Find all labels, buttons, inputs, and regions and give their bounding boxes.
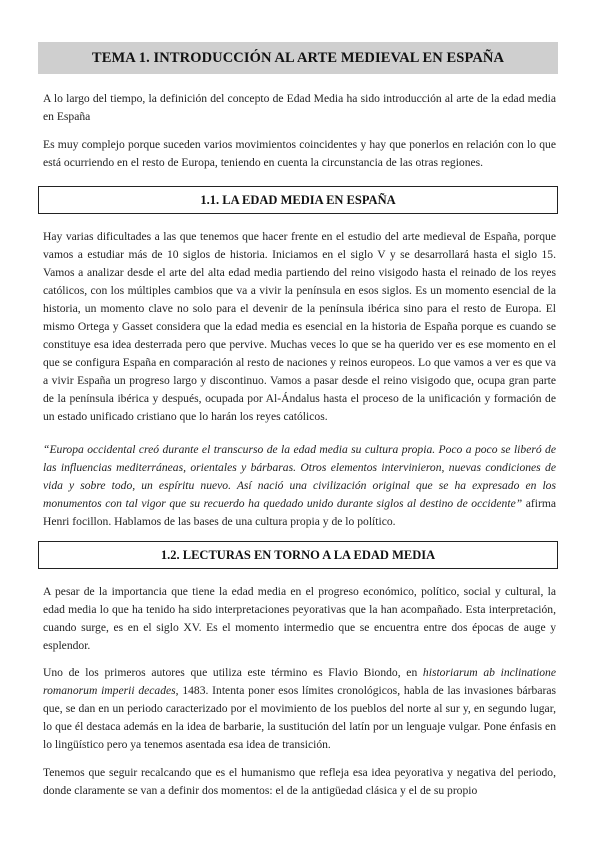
- section-1-1-quote-paragraph: [43, 441, 556, 531]
- paragraph-2-start: Uno de los primeros autores que utiliza este término es Flavio Biondo, en: [43, 666, 423, 679]
- quote-attribution: afirma Henri focillon. Hablamos de las bases de una cultura propia y de lo político.: [43, 497, 557, 528]
- intro-paragraph-1: A lo largo del tiempo, la definición del concepto de Edad Media ha sido introducción al arte de la edad media en España: [43, 92, 556, 123]
- section-heading-1-1: 1.1. LA EDAD MEDIA EN ESPAÑA: [38, 186, 558, 214]
- paragraph-2-rest: , 1483. Intenta poner esos límites cronológicos, habla de las invasiones bárbaras que, se dan en un periodo caracterizado por el movimiento de los pueblos del norte al sur y, en segundo lugar, lo que él destaca además en la idea de barbarie, la sustitución del latín por un lenguaje vulgar. Pone énfasis en lo lingüístico pero ya tenemos asentada esa idea de transición.: [43, 684, 557, 751]
- section-1-2-paragraph-1: A pesar de la importancia que tiene la edad media en el progreso económico, político, social y cultural, la edad media lo que ha tenido ha sido interpretaciones peyorativas que la han acompañado. Esta interpretación, cuando surge, es en el siglo XV. Es el momento intermedio que se encuentra entre dos épocas de auge y esplendor.: [43, 585, 556, 652]
- section-1-2-paragraph-3: Tenemos que seguir recalcando que es el humanismo que refleja esa idea peyorativa y negativa del periodo, donde claramente se van a definir dos momentos: el de la antigüedad clásica y el de su propio: [43, 766, 556, 797]
- intro-paragraph-2: Es muy complejo porque suceden varios movimientos coincidentes y hay que ponerlos en relación con lo que está ocurriendo en el resto de Europa, teniendo en cuenta la circunstancia de las otras regiones.: [43, 138, 556, 169]
- section-heading-1-2: 1.2. LECTURAS EN TORNO A LA EDAD MEDIA: [38, 541, 558, 569]
- section-1-1-paragraph: Hay varias dificultades a las que tenemos que hacer frente en el estudio del arte medieval de España, porque vamos a estudiar más de 10 siglos de historia. Iniciamos en el siglo V y se desarrollará hasta el siglo 15. Vamos a analizar desde el arte del alta edad media partiendo del reino visigodo hasta el reinado de los reyes católicos, con los múltiples cambios que va a vivir la península en esos siglos. Es un momento esencial de la historia, un momento clave no solo para el devenir de la península ibérica sino para el resto de Europa. El mismo Ortega y Gasset considera que la edad media es esencial en la historia de España porque es cuando se constituye esa idea desterrada pero que pervive. Muchas veces lo que se ha querido ver es ese momento en el que se configura España en comparación al resto de naciones y reinos europeos. Lo que vamos a ver es que va a vivir España un progreso largo y discontinuo. Vamos a pasar desde el reino visigodo que, ocupa gran parte de la península ibérica y después, ocupada por Al-Ándalus hasta el proceso de la unificación y formación de un estado unificado cristiano que lo harán los reyes católicos.: [43, 230, 556, 423]
- biondo-work-title: historiarum ab inclinatione romanorum imperii decades: [43, 666, 556, 697]
- focillon-quote: “Europa occidental creó durante el transcurso de la edad media su cultura propia. Poco a poco se liberó de las influencias mediterráneas, orientales y bárbaras. Otros elementos intervinieron, nuevas condiciones de vida y sobre todo, un espíritu nuevo. Así nació una civilización original que se ha expresado en los monumentos con tal vigor que su recuerdo ha quedado unido durante siglos al destino de occidente”: [43, 443, 556, 510]
- section-1-2-paragraph-2: [43, 664, 556, 754]
- document-title: TEMA 1. INTRODUCCIÓN AL ARTE MEDIEVAL EN ESPAÑA: [38, 42, 558, 74]
